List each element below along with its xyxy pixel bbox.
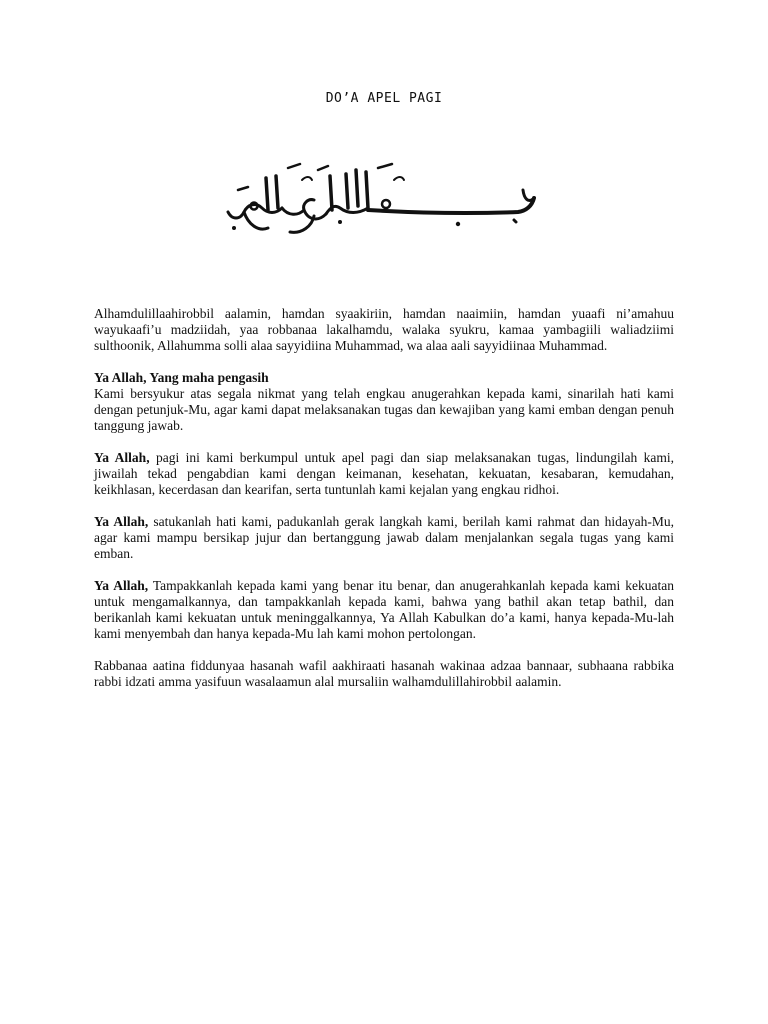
document-title: DO’A APEL PAGI <box>325 91 443 106</box>
bismillah-calligraphy-icon <box>218 150 540 240</box>
section-text: Kami bersyukur atas segala nikmat yang telah engkau anugerahkan kepada kami, sinarilah hati kami dengan petunjuk-Mu, agar kami dapat melaksanakan tugas dan kewajiban yang kami emban dengan penuh tanggung jawab. <box>94 386 674 433</box>
section-text: satukanlah hati kami, padukanlah gerak langkah kami, berilah kami rahmat dan hidayah-Mu, agar kami mampu bersikap jujur dan bertanggung jawab dalam menjalankan segala tugas yang kami emban. <box>94 514 674 561</box>
closing-paragraph: Rabbanaa aatina fiddunyaa hasanah wafil aakhiraati hasanah wakinaa adzaa bannaar, subhaana rabbika rabbi idzati amma yasifuun wasalaamun alal mursaliin walhamdulillahirobbil aalamin. <box>94 658 674 689</box>
section-text: pagi ini kami berkumpul untuk apel pagi dan siap melaksanakan tugas, lindungilah kami, jiwailah tekad pengabdian kami dengan keimanan, kesehatan, kekuatan, kesabaran, kemudahan, keikhlasan, kecerdasan dan kearifan, serta tuntunlah kami kejalan yang engkau ridhoi. <box>94 450 674 497</box>
prayer-body <box>94 306 674 706</box>
section-apel-pagi <box>94 450 674 498</box>
section-pengasih <box>94 370 674 434</box>
section-heading: Ya Allah, Yang maha pengasih <box>94 370 269 385</box>
section-lead: Ya Allah, <box>94 514 149 529</box>
section-text: Tampakkanlah kepada kami yang benar itu benar, dan anugerahkanlah kepada kami kekuatan untuk mengamalkannya, dan tampakkanlah kepada kami, bahwa yang bathil akan tetap bathil, dan berikanlah kami kekuatan untuk meninggalkannya, Ya Allah Kabulkan do’a kami, hanya kepada-Mu-lah kami menyembah dan hanya kepada-Mu lah kami mohon pertolongan. <box>94 578 674 641</box>
section-tampakkan <box>94 578 674 642</box>
section-lead: Ya Allah, <box>94 578 149 593</box>
opening-paragraph: Alhamdulillaahirobbil aalamin, hamdan syaakiriin, hamdan naaimiin, hamdan yuaafi ni’amahuu wayukaafi’u madziidah, yaa robbanaa lakalhamdu, walaka syukru, kamaa yambagiili waliadziimi sulthoonik, Allahumma solli alaa sayyidiina Muhammad, wa alaa aali sayyidiinaa Muhammad. <box>94 306 674 353</box>
section-lead: Ya Allah, <box>94 450 150 465</box>
section-satukan-hati <box>94 514 674 562</box>
